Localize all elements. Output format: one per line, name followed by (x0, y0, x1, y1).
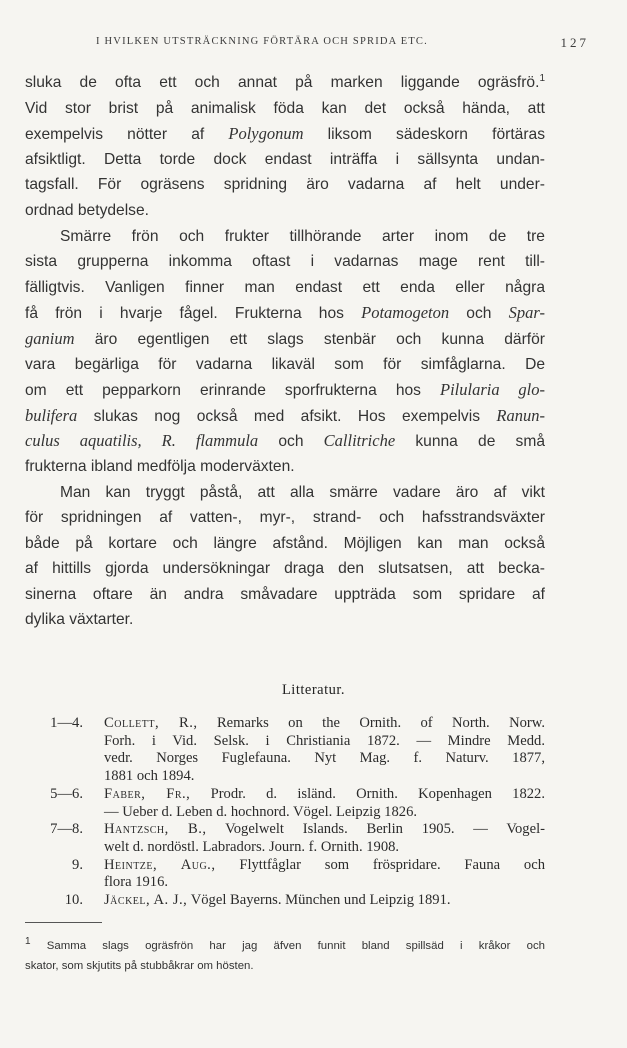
reference-number: 10. (64, 892, 83, 909)
text-line: ganium äro egentligen ett slags stenbär och kunna därför (25, 328, 545, 348)
running-header (96, 35, 589, 50)
reference-line: Faber, Fr., Prodr. d. isländ. Ornith. Kopenhagen 1822. (104, 785, 545, 802)
taxon-name: Ranun- (496, 405, 545, 425)
reference-item (25, 786, 545, 821)
page-number: 127 (560, 35, 589, 50)
footnote-line: skator, som skjutits på stubbåkrar om hösten. (25, 959, 254, 972)
reference-number: 1—4. (50, 715, 83, 731)
text-line: om ett pepparkorn erinrande sporfrukterna hos Pilularia glo- (25, 380, 545, 400)
text-line: fälligtvis. Vanligen finner man endast ett enda eller några (25, 278, 545, 296)
footnote-line: $^1$ Samma slags ogräsfrön har jag äfven funnit bland spillsäd i kråkor och (25, 936, 546, 952)
reference-line: vedr. Norges Fuglefauna. Nyt Mag. f. Naturv. 1877, (104, 750, 545, 767)
reference-author: Collett, R., (104, 715, 198, 731)
literature-heading: Litteratur. (281, 682, 346, 698)
text-line: sinerna oftare än andra småvadare uppträda som spridare af (25, 585, 545, 603)
text-line: af hittills gjorda undersökningar draga den slutsatsen, att becka- (25, 560, 545, 578)
running-title: I HVILKEN UTSTRÄCKNING FÖRTÄRA OCH SPRIDA ETC. (96, 36, 428, 47)
text-line: ordnad betydelse. (25, 201, 149, 219)
reference-line: Collett, R., Remarks on the Ornith. of North. Norw. (104, 715, 546, 731)
text-line: få frön i hvarje fågel. Frukterna hos Potamogeton och Spar- (25, 303, 545, 323)
reference-line: Heintze, Aug., Flyttfåglar som fröspridare. Fauna och (104, 856, 545, 873)
body-text (25, 70, 545, 633)
reference-item (25, 715, 545, 786)
taxon-name: Potamogeton (361, 303, 450, 323)
reference-item (25, 857, 545, 892)
text-line: afsiktligt. Detta torde dock endast inträffa i sällsynta undan- (25, 150, 545, 168)
taxon-name: Pilularia glo- (440, 380, 545, 400)
text-line: vara begärliga för vadarna likaväl som för simfåglarna. De (25, 355, 545, 373)
taxon-name: Spar- (508, 303, 545, 323)
text-line: Man kan tryggt påstå, att alla smärre vadare äro af vikt (60, 483, 545, 501)
reference-author: Jäckel, A. J., (104, 892, 188, 909)
text-line: exempelvis nötter af Polygonum liksom sädeskorn förtäras (25, 124, 545, 144)
reference-list (25, 715, 545, 910)
taxon-name: ganium (25, 328, 75, 348)
reference-item (25, 821, 545, 856)
text-line: dylika växtarter. (25, 611, 134, 629)
text-line: frukterna ibland medfölja moderväxten. (25, 457, 295, 475)
reference-number: 5—6. (50, 785, 83, 802)
reference-line: — Ueber d. Leben d. hochnord. Vögel. Leipzig 1826. (104, 803, 418, 820)
text-line: både på kortare och längre afstånd. Möjligen kan man också (25, 534, 545, 552)
reference-author: Hantzsch, B., (104, 821, 207, 838)
reference-line: Jäckel, A. J., Vögel Bayerns. München und Leipzig 1891. (104, 892, 451, 909)
taxon-name: Polygonum (228, 124, 304, 144)
footnote-marker: 1 (25, 936, 31, 948)
reference-number: 7—8. (50, 821, 83, 838)
footnote-ref[interactable]: 1 (539, 72, 545, 84)
reference-author: Heintze, Aug., (104, 856, 216, 873)
reference-line: Forh. i Vid. Selsk. i Christiania 1872. — Mindre Medd. (104, 732, 545, 749)
reference-number: 9. (72, 856, 83, 873)
taxon-name: bulifera (25, 405, 78, 425)
text-line: Smärre frön och frukter tillhörande arter inom de tre (60, 227, 545, 245)
text-line: tagsfall. För ogräsens spridning äro vadarna af helt under- (25, 176, 545, 194)
taxon-name: Callitriche (323, 431, 396, 451)
taxon-name: culus aquatilis, R. flammula (25, 431, 259, 451)
footnote (25, 937, 545, 976)
reference-author: Faber, Fr., (104, 785, 191, 802)
text-line: bulifera slukas nog också med afsikt. Hos exempelvis Ranun- (25, 405, 545, 425)
text-line: sluka de ofta ett och annat på marken liggande ogräsfrö.$^1$ (25, 72, 545, 91)
reference-line: 1881 och 1894. (104, 768, 195, 785)
reference-line: Hantzsch, B., Vogelwelt Islands. Berlin 1905. — Vogel- (104, 821, 545, 838)
text-line: culus aquatilis, R. flammula och Callitriche kunna de små (25, 431, 545, 451)
text-line: sista grupperna inkomma oftast i vadarnas mage rent till- (25, 253, 545, 271)
reference-item (25, 892, 545, 910)
reference-line: flora 1916. (104, 874, 169, 891)
footnote-divider (25, 922, 102, 923)
reference-line: welt d. nordöstl. Labradors. Journ. f. Ornith. 1908. (104, 838, 400, 855)
text-line: Vid stor brist på animalisk föda kan det också hända, att (25, 99, 545, 117)
text-line: för spridningen af vatten-, myr-, strand- och hafsstrandsväxter (25, 509, 545, 527)
